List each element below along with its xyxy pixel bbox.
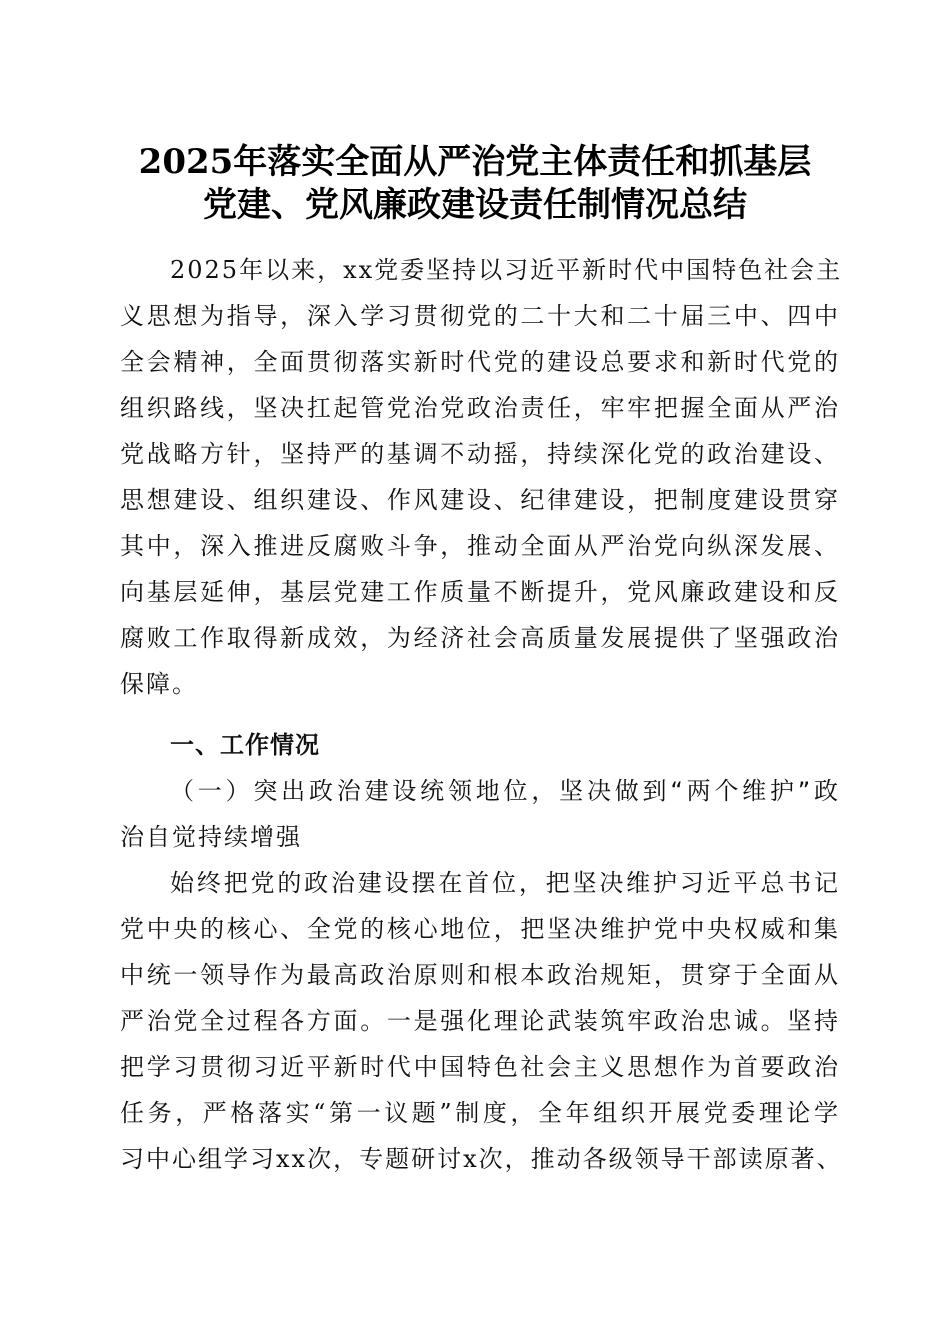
body-line: 中统一领导作为最高政治原则和根本政治规矩，贯穿于全面从 (120, 961, 840, 989)
document-title-line-2: 党建、党风廉政建设责任制情况总结 (203, 185, 747, 225)
intro-line: 保障。 (120, 670, 198, 698)
body-line: 把学习贯彻习近平新时代中国特色社会主义思想作为首要政治 (120, 1053, 840, 1081)
intro-line: 思想建设、组织建设、作风建设、纪律建设，把制度建设贯穿 (120, 486, 840, 514)
body-line: 始终把党的政治建设摆在首位，把坚决维护习近平总书记 (170, 869, 840, 897)
body-line: 党中央的核心、全党的核心地位，把坚决维护党中央权威和集 (120, 915, 840, 943)
intro-line: 义思想为指导，深入学习贯彻党的二十大和二十届三中、四中 (120, 302, 840, 330)
subsection-heading: （一）突出政治建设统领地位，坚决做到“两个维护”政 (170, 777, 840, 805)
document-title-line-1: 2025年落实全面从严治党主体责任和抓基层 (138, 142, 812, 182)
intro-line: 其中，深入推进反腐败斗争，推动全面从严治党向纵深发展、 (120, 532, 840, 560)
intro-line: 向基层延伸，基层党建工作质量不断提升，党风廉政建设和反 (120, 578, 840, 606)
body-line: 习中心组学习xx次，专题研讨x次，推动各级领导干部读原著、 (120, 1145, 843, 1173)
section-heading: 一、工作情况 (170, 731, 320, 759)
intro-line: 2025年以来，xx党委坚持以习近平新时代中国特色社会主 (170, 256, 843, 284)
intro-line: 党战略方针，坚持严的基调不动摇，持续深化党的政治建设、 (120, 440, 840, 468)
intro-line: 全会精神，全面贯彻落实新时代党的建设总要求和新时代党的 (120, 348, 840, 376)
intro-line: 腐败工作取得新成效，为经济社会高质量发展提供了坚强政治 (120, 624, 840, 652)
subsection-heading: 治自觉持续增强 (120, 823, 302, 851)
intro-line: 组织路线，坚决扛起管党治党政治责任，牢牢把握全面从严治 (120, 394, 840, 422)
body-line: 严治党全过程各方面。一是强化理论武装筑牢政治忠诚。坚持 (120, 1007, 840, 1035)
body-line: 任务，严格落实“第一议题”制度，全年组织开展党委理论学 (120, 1099, 840, 1127)
